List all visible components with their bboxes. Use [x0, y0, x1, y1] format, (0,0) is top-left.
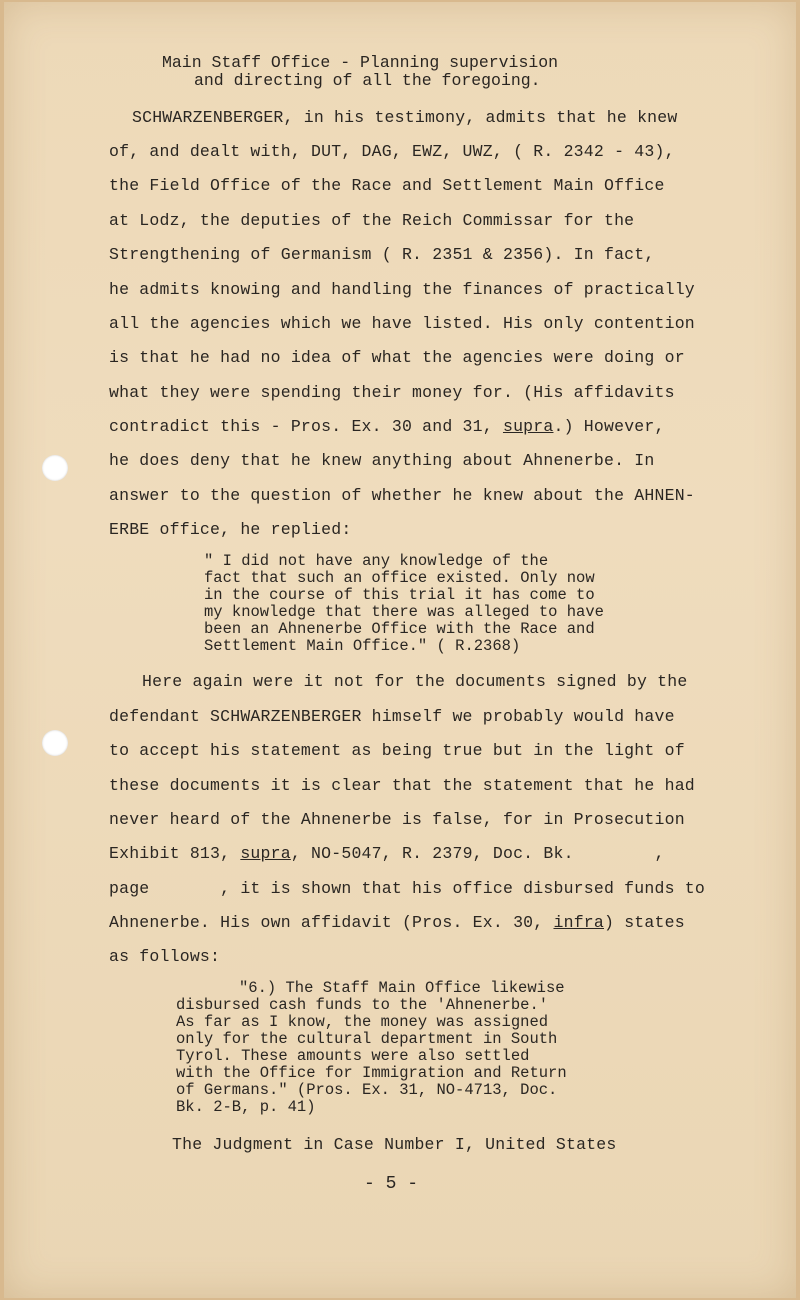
- paragraph-line: what they were spending their money for. (His affidavits: [109, 383, 675, 402]
- quote-line: Tyrol. These amounts were also settled: [176, 1047, 530, 1065]
- paragraph-line: all the agencies which we have listed. His only contention: [109, 314, 695, 333]
- paragraph-line: never heard of the Ahnenerbe is false, for in Prosecution: [109, 810, 685, 829]
- paragraph-line: Strengthening of Germanism ( R. 2351 & 2356). In fact,: [109, 245, 655, 264]
- paragraph-line: of, and dealt with, DUT, DAG, EWZ, UWZ, ( R. 2342 - 43),: [109, 142, 675, 161]
- paragraph-line: as follows:: [109, 947, 221, 966]
- paragraph-line: is that he had no idea of what the agencies were doing or: [109, 348, 685, 367]
- paragraph-line: to accept his statement as being true but in the light of: [109, 741, 685, 760]
- punch-hole: [42, 455, 68, 481]
- quote-line: "6.) The Staff Main Office likewise: [239, 979, 565, 997]
- supra-citation: supra: [502, 417, 554, 436]
- paragraph-text: Exhibit 813,: [109, 844, 241, 863]
- document-page: [4, 2, 796, 1298]
- quote-line: been an Ahnenerbe Office with the Race and: [204, 620, 595, 638]
- paragraph-line: Here again were it not for the documents signed by the: [142, 672, 688, 691]
- paragraph-line: he does deny that he knew anything about Ahnenerbe. In: [109, 451, 655, 470]
- paragraph-line: the Field Office of the Race and Settlement Main Office: [109, 176, 665, 195]
- paragraph-line: ERBE office, he replied:: [109, 520, 352, 539]
- quote-line: Settlement Main Office." ( R.2368): [204, 637, 521, 655]
- quote-line: in the course of this trial it has come to: [204, 586, 595, 604]
- supra-citation: supra: [240, 844, 291, 863]
- paragraph-line: SCHWARZENBERGER, in his testimony, admits that he knew: [132, 108, 678, 127]
- quote-line: disbursed cash funds to the 'Ahnenerbe.': [176, 996, 549, 1014]
- paragraph-line: [109, 913, 685, 933]
- quote-line: Bk. 2-B, p. 41): [176, 1098, 316, 1116]
- paragraph-text: , NO-5047, R. 2379, Doc. Bk. ,: [290, 844, 665, 863]
- paragraph-line: page , it is shown that his office disbursed funds to: [109, 879, 705, 898]
- heading-line-2: and directing of all the foregoing.: [194, 71, 541, 90]
- paragraph-text: .) However,: [553, 417, 665, 436]
- paragraph-line: these documents it is clear that the statement that he had: [109, 776, 695, 795]
- paragraph-line: he admits knowing and handling the finances of practically: [109, 280, 695, 299]
- quote-line: only for the cultural department in South: [176, 1030, 558, 1048]
- quote-line: my knowledge that there was alleged to have: [204, 603, 604, 621]
- paragraph-text: ) states: [604, 913, 685, 932]
- closing-line: The Judgment in Case Number I, United States: [172, 1135, 617, 1154]
- paragraph-text: Ahnenerbe. His own affidavit (Pros. Ex. 30,: [109, 913, 554, 932]
- quote-line: of Germans." (Pros. Ex. 31, NO-4713, Doc.: [176, 1081, 558, 1099]
- heading-line-1: Main Staff Office - Planning supervision: [162, 53, 559, 72]
- paragraph-line: at Lodz, the deputies of the Reich Commissar for the: [109, 211, 635, 230]
- infra-citation: infra: [553, 913, 604, 932]
- quote-line: As far as I know, the money was assigned: [176, 1013, 549, 1031]
- quote-line: fact that such an office existed. Only now: [204, 569, 595, 587]
- paragraph-line: [109, 417, 665, 437]
- paragraph-line: answer to the question of whether he knew about the AHNEN-: [109, 486, 695, 505]
- punch-hole: [42, 730, 68, 756]
- paragraph-text: contradict this - Pros. Ex. 30 and 31,: [109, 417, 503, 436]
- page-number: - 5 -: [364, 1174, 419, 1194]
- quote-line: " I did not have any knowledge of the: [204, 552, 549, 570]
- quote-line: with the Office for Immigration and Return: [176, 1064, 567, 1082]
- paragraph-line: [109, 844, 665, 864]
- paragraph-line: defendant SCHWARZENBERGER himself we probably would have: [109, 707, 675, 726]
